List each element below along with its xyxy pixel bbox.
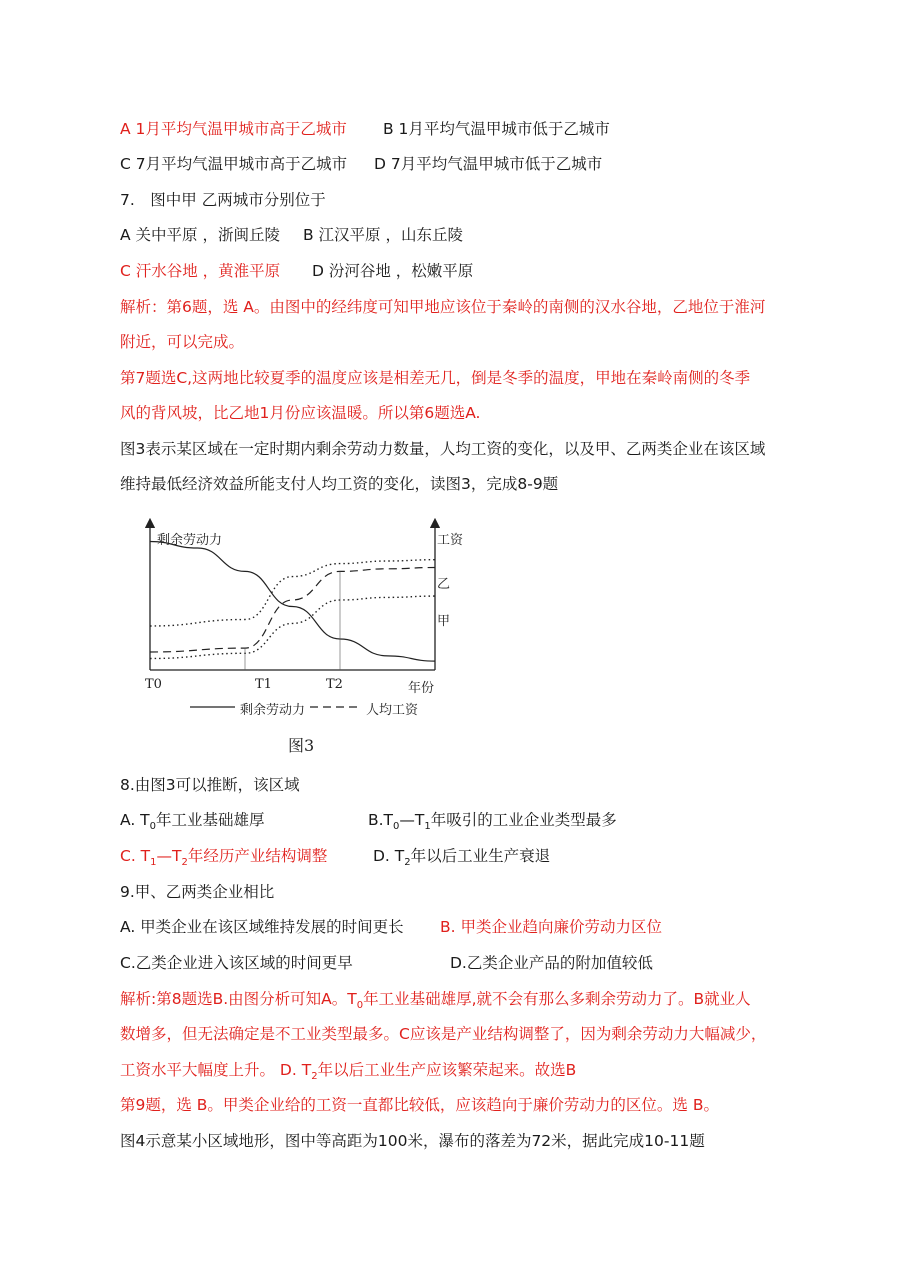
legend-wage: 人均工资 bbox=[366, 703, 419, 718]
tick-t1: T1 bbox=[255, 677, 272, 692]
figure-3 bbox=[140, 515, 464, 760]
series-label-yi: 乙 bbox=[437, 577, 451, 592]
analysis-8-line1: 解析:第8题选B.由图分析可知A。$T_0$年工业基础雄厚,就不会有那么多剩余劳动力了。B就业人 bbox=[120, 990, 751, 1012]
q8-option-b: $B.T_0—T_1$年吸引的工业企业类型最多 bbox=[368, 811, 617, 833]
q8-option-a: A. $T_0$年工业基础雄厚 bbox=[120, 811, 265, 833]
analysis-7-line2: 风的背风坡，比乙地1月份应该温暖。所以第6题选A. bbox=[120, 404, 481, 422]
tick-t0: T0 bbox=[145, 677, 162, 692]
left-axis-label: 剩余劳动力 bbox=[157, 533, 223, 548]
analysis-8-line3a: 工资水平大幅度上升。 D. T bbox=[120, 1061, 312, 1079]
q6-option-a: A 1月平均气温甲城市高于乙城市 bbox=[120, 120, 347, 138]
q8-stem: 8.由图3可以推断，该区域 bbox=[120, 776, 300, 794]
tick-t2: T2 bbox=[326, 677, 343, 692]
q6-option-b: B 1月平均气温甲城市低于乙城市 bbox=[383, 120, 610, 138]
analysis-8-line1a: 解析:第8题选B.由图分析可知A。T bbox=[120, 990, 357, 1008]
series-label-jia: 甲 bbox=[437, 614, 451, 629]
q6-option-c: C 7月平均气温甲城市高于乙城市 bbox=[120, 155, 348, 173]
analysis-7-line1: 第7题选C,这两地比较夏季的温度应该是相差无几，倒是冬季的温度，甲地在秦岭南侧的冬季 bbox=[120, 369, 751, 387]
q9-option-d: D.乙类企业产品的附加值较低 bbox=[450, 954, 653, 972]
q7-option-a: A 关中平原 ，浙闽丘陵 bbox=[120, 226, 280, 244]
series-line-2 bbox=[150, 560, 435, 626]
q8-option-d-text: 年以后工业生产衰退 bbox=[410, 847, 551, 865]
q9-option-a: A. 甲类企业在该区域维持发展的时间更长 bbox=[120, 918, 404, 936]
legend-labour: 剩余劳动力 bbox=[240, 703, 306, 718]
series-line-0 bbox=[150, 542, 435, 662]
q7-option-b: B 江汉平原 ，山东丘陵 bbox=[303, 226, 463, 244]
tick-year: 年份 bbox=[408, 681, 435, 696]
analysis-6-line2: 附近，可以完成。 bbox=[120, 333, 245, 351]
q9-stem: 9.甲、乙两类企业相比 bbox=[120, 883, 275, 901]
figure-caption: 图3 bbox=[288, 736, 315, 755]
q8-option-c: C. $T_1—T_2$年经历产业结构调整 bbox=[120, 847, 328, 869]
q7-stem: 7. 图中甲 乙两城市分别位于 bbox=[120, 191, 326, 209]
q6-option-d: D 7月平均气温甲城市低于乙城市 bbox=[374, 155, 603, 173]
analysis-6-line1: 解析：第6题，选 A。由图中的经纬度可知甲地应该位于秦岭的南侧的汉水谷地，乙地位于淮河 bbox=[120, 298, 766, 316]
q7-option-d: D 汾河谷地 ，松嫩平原 bbox=[312, 262, 474, 280]
q8-option-a-text: 年工业基础雄厚 bbox=[156, 811, 265, 829]
analysis-9-line: 第9题，选 B。甲类企业给的工资一直都比较低，应该趋向于廉价劳动力的区位。选 B。 bbox=[120, 1096, 719, 1114]
analysis-8-line3b: 年以后工业生产应该繁荣起来。故选B bbox=[317, 1061, 577, 1079]
intro-10-11: 图4示意某小区域地形，图中等高距为100米，瀑布的落差为72米，据此完成10-11题 bbox=[120, 1132, 705, 1150]
q8-option-c-text: 年经历产业结构调整 bbox=[187, 847, 328, 865]
analysis-8-line1b: 年工业基础雄厚,就不会有那么多剩余劳动力了。B就业人 bbox=[363, 990, 751, 1008]
analysis-8-line3: 工资水平大幅度上升。 D. $T_2$年以后工业生产应该繁荣起来。故选B bbox=[120, 1061, 577, 1083]
q8-option-d: D. $T_2$年以后工业生产衰退 bbox=[373, 847, 551, 869]
right-axis-label: 工资 bbox=[437, 533, 464, 548]
series-line-1 bbox=[150, 568, 435, 653]
analysis-8-line2: 数增多，但无法确定是不工业类型最多。C应该是产业结构调整了，因为剩余劳动力大幅减少， bbox=[120, 1025, 767, 1043]
figure-3-chart bbox=[140, 515, 450, 760]
q7-option-c: C 汗水谷地 ，黄淮平原 bbox=[120, 262, 281, 280]
intro-8-9-line1: 图3表示某区域在一定时期内剩余劳动力数量，人均工资的变化，以及甲、乙两类企业在该区域 bbox=[120, 440, 766, 458]
q9-option-b: B. 甲类企业趋向廉价劳动力区位 bbox=[440, 918, 662, 936]
series-line-3 bbox=[150, 596, 435, 658]
q9-option-c: C.乙类企业进入该区域的时间更早 bbox=[120, 954, 353, 972]
intro-8-9-line2: 维持最低经济效益所能支付人均工资的变化，读图3，完成8-9题 bbox=[120, 475, 559, 493]
q8-option-b-text: 年吸引的工业企业类型最多 bbox=[430, 811, 617, 829]
